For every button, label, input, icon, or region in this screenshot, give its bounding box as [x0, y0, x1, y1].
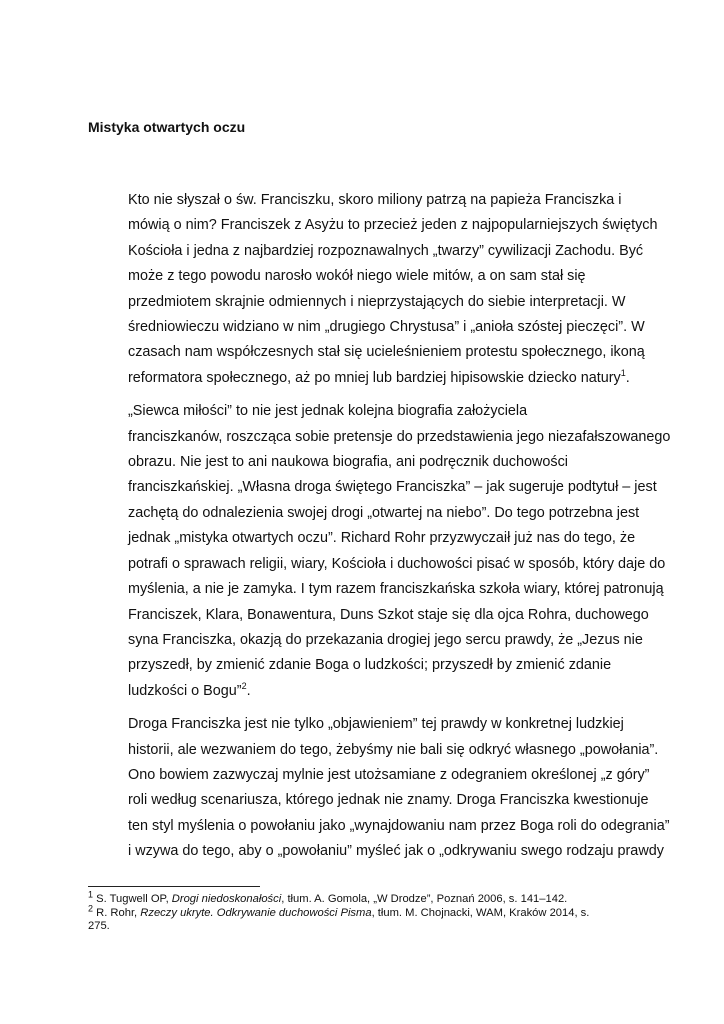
footnote-1 [88, 889, 648, 907]
footnote-number: 2 [88, 902, 94, 913]
footnote-text: S. Tugwell OP, [93, 893, 172, 905]
text-line: syna Franciszka, okazją do przekazania drogiej jego sercu prawdy, że „Jezus nie [128, 631, 643, 648]
text-line: ten styl myślenia o powołaniu jako „wynajdowaniu nam przez Boga roli do odegrania” [128, 817, 670, 834]
text-line: przedmiotem skrajnie odmiennych i nieprzystających do siebie interpretacji. W [128, 293, 626, 310]
text-line: może z tego powodu narosło wokół niego wiele mitów, a on sam stał się [128, 268, 586, 285]
text-line: i wzywa do tego, aby o „powołaniu” myśleć jak o „odkrywaniu swego rodzaju prawdy [128, 843, 664, 860]
text-line: Kościoła i jedna z najbardziej rozpoznawalnych „twarzy” cywilizacji Zachodu. Być [128, 242, 644, 259]
text-line: potrafi o sprawach religii, wiary, Kościoła i duchowości pisać w sposób, który daje do [128, 555, 666, 572]
body-text [88, 188, 671, 873]
text-line: średniowieczu widziano w nim „drugiego Chrystusa” i „anioła szóstej pieczęci”. W [128, 319, 645, 336]
text-line: Droga Franciszka jest nie tylko „objawieniem” tej prawdy w konkretnej ludzkiej [128, 716, 624, 733]
paragraph-2 [88, 399, 671, 704]
text-line-tail: . [625, 369, 630, 386]
text-line: czasach nam współczesnych stał się ucieleśnieniem protestu społecznego, ikoną [128, 344, 645, 361]
text-line: roli według scenariusza, którego jednak nie znamy. Droga Franciszka kwestionuje [128, 792, 649, 809]
text-line-tail: . [246, 682, 251, 699]
text-line: franciszkanów, roszcząca sobie pretensje do przedstawienia jego niezafałszowanego [128, 428, 671, 445]
text-line: „Siewca miłości” to nie jest jednak kolejna biografia założyciela [128, 403, 528, 420]
text-line: zachętą do odnalezienia swojej drogi „otwartej na niebo”. Do tego potrzebna jest [128, 504, 640, 521]
footnote-line [88, 889, 648, 907]
footnote-text: , tłum. A. Gomola, „W Drodze”, Poznań 2006, s. 141–142. [281, 893, 568, 905]
text-line [88, 679, 642, 704]
text-line-content: ludzkości o Bogu” [128, 682, 242, 699]
footnote-line [88, 902, 648, 921]
text-line: franciszkańskiej. „Własna droga świętego Franciszka” – jak sugeruje podtytuł – jest [128, 479, 657, 496]
text-line: przyszedł, by zmienić zdanie Boga o ludzkości; przyszedł by zmienić zdanie [128, 657, 612, 674]
footnote-book-title: Rzeczy ukryte. Odkrywanie duchowości Pisma [140, 906, 372, 919]
footnote-separator [88, 886, 260, 887]
footnote-line: 275. [88, 920, 110, 932]
footnote-reference[interactable]: 1 [620, 368, 626, 379]
document-title: Mistyka otwartych oczu [88, 119, 246, 135]
text-line: Kto nie słyszał o św. Franciszku, skoro miliony patrzą na papieża Franciszka i [128, 192, 622, 208]
text-line: obrazu. Nie jest to ani naukowa biografia, ani podręcznik duchowości [128, 454, 568, 471]
footnote-number: 1 [88, 889, 94, 900]
footnote-2 [88, 902, 648, 934]
text-line-content: reformatora społecznego, aż po mniej lub bardziej hipisowskie dziecko natury [128, 369, 621, 386]
footnotes [88, 889, 648, 934]
paragraph-1 [88, 188, 658, 391]
text-line: myślenia, a nie je zamyka. I tym razem franciszkańska szkoła wiary, której patronują [128, 581, 664, 598]
text-line: Ono bowiem zazwyczaj mylnie jest utożsamiane z odegraniem określonej „z góry” [128, 766, 650, 783]
text-line [88, 366, 642, 391]
paragraph-3 [88, 712, 670, 864]
footnote-text: R. Rohr, [93, 906, 141, 919]
footnote-text: , tłum. M. Chojnacki, WAM, Kraków 2014, s. [371, 906, 590, 919]
text-line: mówią o nim? Franciszek z Asyżu to przecież jeden z najpopularniejszych świętych [128, 217, 658, 234]
footnote-reference[interactable]: 2 [241, 680, 247, 691]
text-line: historii, ale wezwaniem do tego, żebyśmy nie bali się odkryć własnego „powołania”. [128, 741, 659, 758]
text-line: Franciszek, Klara, Bonawentura, Duns Szkot staje się dla ojca Rohra, duchowego [128, 606, 649, 623]
text-line: jednak „mistyka otwartych oczu”. Richard Rohr przyzwyczaił już nas do tego, że [128, 530, 636, 547]
footnote-book-title: Drogi niedoskonałości [171, 893, 282, 905]
